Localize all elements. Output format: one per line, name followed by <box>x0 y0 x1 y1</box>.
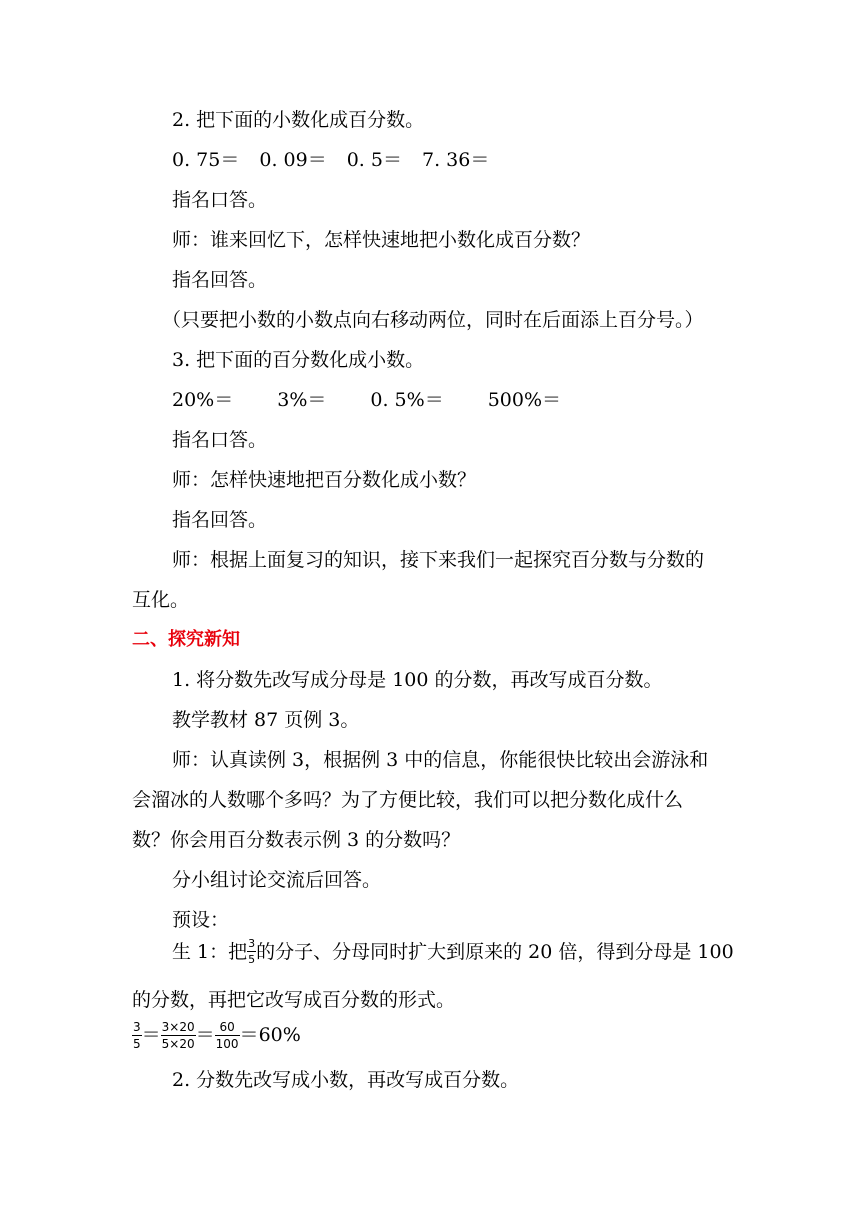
q2-item: 7. 36＝ <box>421 149 490 171</box>
fraction-denominator: 5 <box>133 1036 141 1051</box>
q2-title: 2. 把下面的小数化成百分数。 <box>172 109 425 131</box>
fraction-numerator: 3×20 <box>161 1019 195 1034</box>
teacher-question-q2: 师：谁来回忆下，怎样快速地把小数化成百分数？ <box>172 229 591 251</box>
answer-mode: 指名回答。 <box>172 509 268 531</box>
fraction-denominator: 5×20 <box>161 1036 195 1051</box>
student-1-line-2: 的分数，再把它改写成百分数的形式。 <box>132 989 456 1011</box>
conversion-equation <box>132 1016 301 1052</box>
q2-item: 0. 5＝ <box>346 149 402 171</box>
fraction <box>161 1021 196 1050</box>
preset-label: 预设： <box>172 909 230 931</box>
method-1: 1. 将分数先改写成分母是 100 的分数，再改写成百分数。 <box>172 669 663 691</box>
equals-sign: ＝ <box>239 1024 259 1046</box>
fraction-denominator: 100 <box>215 1036 239 1051</box>
teacher-transition-line: 师：根据上面复习的知识，接下来我们一起探究百分数与分数的 <box>172 549 705 571</box>
fraction <box>132 1021 142 1050</box>
q2-answer-mode: 指名口答。 <box>172 189 268 211</box>
equation-result: 60% <box>258 1024 301 1046</box>
method-2: 2. 分数先改写成小数，再改写成百分数。 <box>172 1069 520 1091</box>
fraction-numerator: 3 <box>133 1019 141 1034</box>
q3-item: 0. 5%＝ <box>370 389 444 411</box>
answer-mode: 指名回答。 <box>172 269 268 291</box>
teacher-transition-line: 互化。 <box>132 589 190 611</box>
group-discussion: 分小组讨论交流后回答。 <box>172 869 382 891</box>
q3-item: 20%＝ <box>172 389 234 411</box>
q3-title: 3. 把下面的百分数化成小数。 <box>172 349 425 371</box>
section-heading: 二、探究新知 <box>132 629 240 650</box>
student-1-prefix: 生 1：把 <box>172 941 248 963</box>
fraction-three-fifths <box>247 938 256 965</box>
q2-item: 0. 75＝ <box>172 149 240 171</box>
q3-items <box>172 388 561 412</box>
teacher-prompt-line: 数？你会用百分数表示例 3 的分数吗？ <box>132 829 461 851</box>
rule-note: （只要把小数的小数点向右移动两位，同时在后面添上百分号。） <box>162 309 704 331</box>
equals-sign: ＝ <box>195 1024 215 1046</box>
q2-items <box>172 148 489 172</box>
fraction-denominator: 5 <box>248 952 256 966</box>
q2-item: 0. 09＝ <box>259 149 327 171</box>
student-1-answer <box>172 936 734 968</box>
fraction-numerator: 3 <box>248 936 256 950</box>
q3-answer-mode: 指名口答。 <box>172 429 268 451</box>
q3-item: 500%＝ <box>487 389 562 411</box>
equals-sign: ＝ <box>141 1024 161 1046</box>
fraction <box>215 1021 240 1050</box>
teacher-prompt-line: 师：认真读例 3，根据例 3 中的信息，你能很快比较出会游泳和 <box>172 749 709 771</box>
fraction-numerator: 60 <box>215 1021 240 1036</box>
q3-item: 3%＝ <box>277 389 327 411</box>
student-1-suffix: 的分子、分母同时扩大到原来的 20 倍，得到分母是 100 <box>256 941 734 963</box>
teacher-question-q3: 师：怎样快速地把百分数化成小数？ <box>172 469 477 491</box>
teacher-prompt-line: 会溜冰的人数哪个多吗？为了方便比较，我们可以把分数化成什么 <box>132 789 684 811</box>
textbook-reference: 教学教材 87 页例 3。 <box>172 709 360 731</box>
